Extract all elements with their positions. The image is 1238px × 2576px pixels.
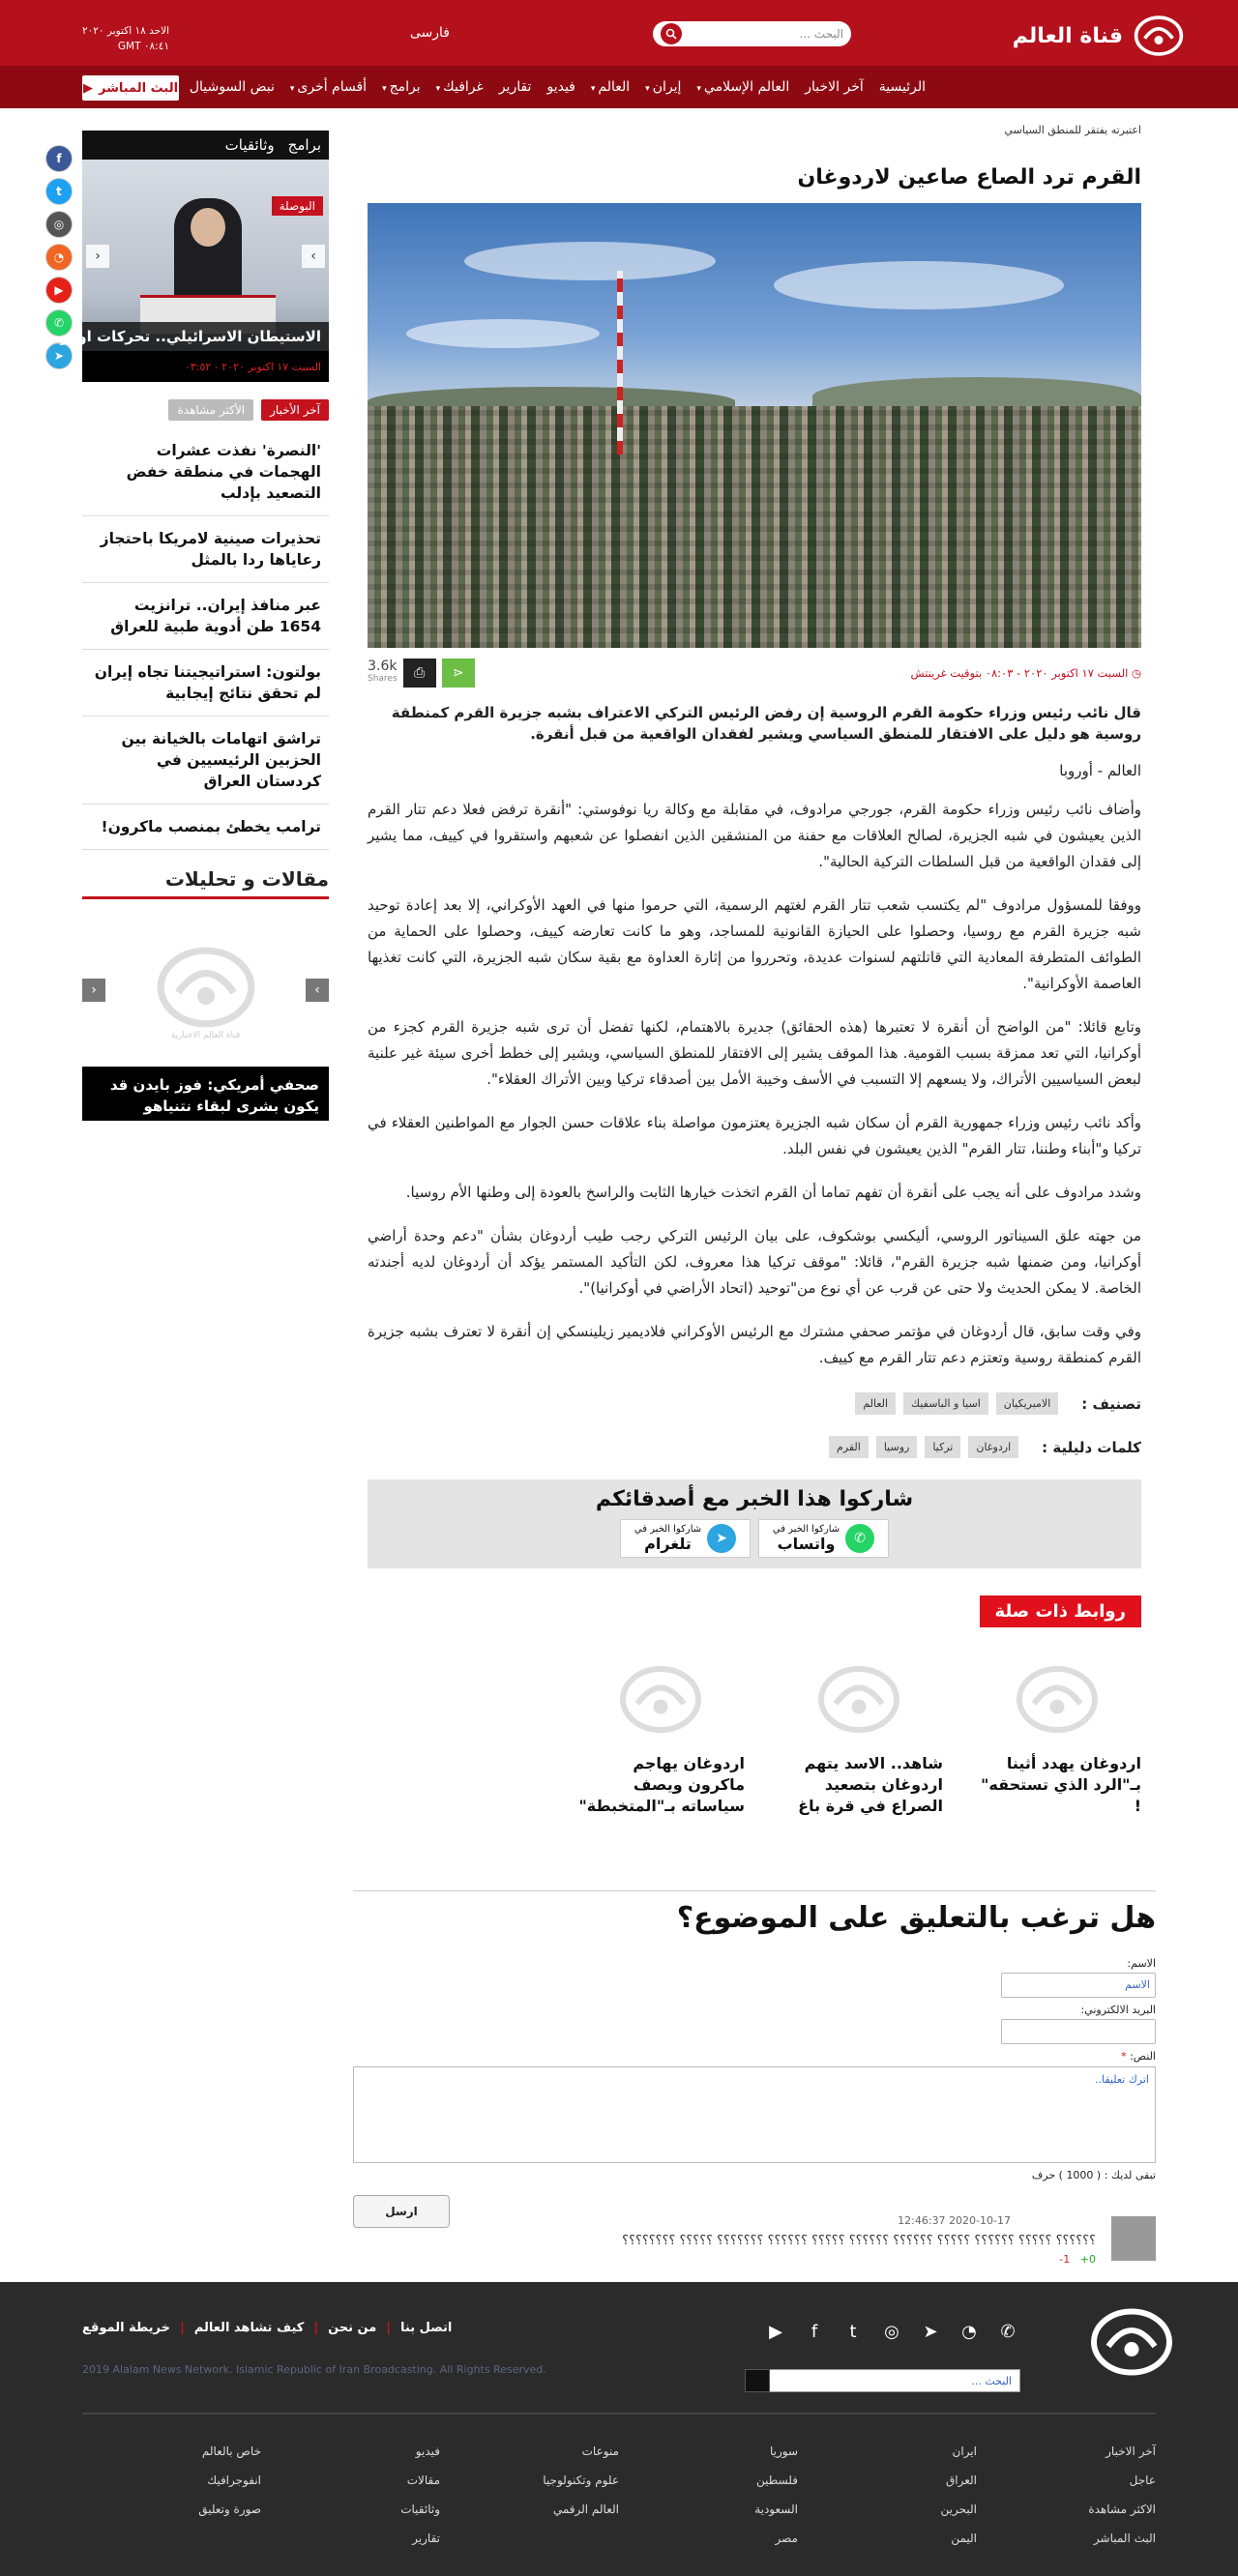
footer-link-separator: | — [386, 2321, 392, 2335]
divider — [353, 1890, 1156, 1891]
placeholder-logo-icon — [774, 1651, 943, 1747]
tv-tower — [617, 271, 623, 454]
article-paragraph: وأضاف نائب رئيس وزراء حكومة القرم، جورجي مرادوف، في مقابلة مع وكالة ريا نوفوستي: "أنقرة ترفض فعلا دعم تتار القرم الذين يعيشون في شبه الجزيرة، لصالح العلاقات مع حفنة من المنشقين الذين انفصلوا عن شعبهم واستقروا في كييف، مما يشير إلى فقدان الواقعية من قبل السلطات التركية الحالية". — [368, 801, 1141, 870]
date-text: الاحد ١٨ اكتوبر ٢٠٢٠ — [82, 25, 169, 37]
article-paragraph: وأكد نائب رئيس وزراء جمهورية القرم أن سكان شبه الجزيرة يعتزمون مواصلة بناء علاقات حسن الجوار مع المواطنين العقلاء في تركيا و"أبناء وطننا، تتار القرم" الذين يعيشون في نفس البلد. — [368, 1114, 1141, 1157]
article-paragraph: وشدد مرادوف على أنه يجب على أنقرة أن تفهم تماما أن القرم اتخذت خيارها الثابت والراسخ بالعودة إلى وطنها الأم روسيا. — [405, 1184, 1141, 1201]
footer-column-link[interactable]: الاكثر مشاهدة — [1088, 2503, 1156, 2516]
footer-column-link[interactable]: العراق — [945, 2474, 977, 2487]
nav-item[interactable]: العالم▾ — [590, 79, 631, 95]
share-box-title: شاركوا هذا الخبر مع أصدقائكم — [595, 1487, 914, 1511]
share-count — [368, 660, 398, 686]
footer-column-link[interactable]: علوم وتكنولوجيا — [543, 2474, 619, 2487]
related-link-caption: شاهد.. الاسد يتهم اردوغان بتصعيد الصراع في قرة باغ — [798, 1754, 943, 1815]
search-input[interactable]: البحث ... — [799, 27, 843, 41]
news-tabs — [82, 399, 329, 421]
footer-column-link[interactable]: فيديو — [415, 2444, 440, 2458]
whatsapp-icon[interactable]: ✆ — [45, 309, 73, 337]
nav-item[interactable]: إيران▾ — [645, 79, 682, 95]
nav-item[interactable]: أقسام أخرى▾ — [289, 79, 368, 95]
tags-row — [368, 1436, 1141, 1458]
rss-icon[interactable]: ◔ — [45, 244, 73, 271]
footer-column-link[interactable]: العالم الرقمي — [552, 2503, 619, 2516]
footer-column-link — [440, 2532, 619, 2545]
comment-textarea[interactable]: اترك تعليقا.. — [353, 2066, 1156, 2163]
share-small-text: شاركوا الخبر في — [634, 1524, 702, 1535]
nav-item[interactable]: برامج▾ — [382, 79, 421, 95]
footer-search-button[interactable] — [745, 2369, 770, 2392]
slider-prev-arrow-icon[interactable]: ‹ — [86, 245, 109, 268]
rss-icon[interactable]: ◔ — [961, 2321, 977, 2342]
placeholder-logo-icon — [575, 1651, 745, 1747]
article-meta — [368, 654, 1141, 692]
chevron-down-icon: ▾ — [645, 84, 650, 94]
placeholder-logo-icon — [138, 934, 274, 1050]
footer-divider — [82, 2413, 1156, 2415]
footer-links — [82, 2321, 452, 2335]
article-paragraph: وفي وقت سابق، قال أردوغان في مؤتمر صحفي مشترك مع الرئيس الأوكراني فلاديمير زيلينسكي إن أنقرة لا تعترف بشبه جزيرة القرم كمنطقة روسية وتعتزم دعم تتار القرم مع كييف. — [368, 1323, 1141, 1366]
category-label: تصنيف : — [1081, 1394, 1141, 1413]
header-search[interactable] — [653, 21, 851, 46]
nav-item[interactable]: نبض السوشيال — [189, 79, 275, 95]
chevron-down-icon: ▾ — [590, 84, 596, 94]
whatsapp-label: واتساب — [777, 1535, 836, 1553]
footer-column-link[interactable]: مصر — [775, 2532, 798, 2545]
tag-chip[interactable]: القرم — [829, 1436, 869, 1458]
telegram-icon[interactable]: ➤ — [923, 2321, 938, 2342]
footer — [0, 2282, 1238, 2576]
category-chips — [855, 1392, 1058, 1415]
nav-item[interactable]: تقارير — [498, 79, 532, 95]
comment-votes — [1059, 2253, 1096, 2266]
search-icon[interactable] — [661, 23, 682, 44]
slider-date: السبت ١٧ اكتوبر ٢٠٢٠ - ٠٣:٥٢ — [82, 351, 329, 382]
footer-column-link[interactable]: اليمن — [951, 2532, 977, 2545]
share-telegram-button[interactable] — [620, 1519, 751, 1558]
site-logo[interactable] — [1013, 14, 1185, 58]
telegram-icon[interactable]: ➤ — [45, 342, 73, 369]
telegram-label: تلغرام — [644, 1535, 692, 1553]
category-row — [368, 1392, 1141, 1415]
tab-most-viewed[interactable]: الأكثر مشاهدة — [168, 399, 253, 421]
footer-column-link — [82, 2532, 261, 2545]
articles-prev-arrow-icon[interactable]: ‹ — [82, 979, 105, 1002]
footer-link[interactable]: اتصل بنا — [400, 2321, 453, 2335]
comment-item — [353, 2214, 1156, 2269]
comment-time: 2020-10-17 12:46:37 — [898, 2214, 1011, 2227]
footer-link[interactable]: من نحن — [328, 2321, 377, 2335]
footer-link-separator: | — [180, 2321, 185, 2335]
nav-item[interactable]: الرئيسية — [878, 79, 926, 95]
footer-link[interactable]: خريطة الموقع — [82, 2321, 171, 2335]
twitter-icon[interactable]: t — [45, 178, 73, 205]
latest-news-list — [82, 428, 329, 850]
nav-list — [182, 66, 933, 108]
share-icon[interactable]: ⋖ — [442, 659, 475, 688]
instagram-icon[interactable]: ◎ — [45, 211, 73, 238]
program-badge: البوصلة — [272, 196, 323, 216]
related-links-title: روابط ذات صلة — [980, 1595, 1141, 1627]
footer-search-placeholder: البحث ... — [971, 2375, 1012, 2387]
vote-up[interactable]: 0+ — [1079, 2253, 1096, 2266]
programs-slider[interactable] — [40, 160, 329, 382]
article-paragraph: وتابع قائلا: "من الواضح أن أنقرة لا تعتبرها (هذه الحقائق) جديرة بالاهتمام، لكنها تفضل أن ترى شبه جزيرة القرم كجزء من أوكرانيا، التي تعد ممزقة بسبب القومية. هذا الموقف يشير إلى الافتقار للمنطق السياسي، ويشير إلى خطط أخرى سيئة غير علنية لبعض السياسيين الأتراك، ولا يسعهم إلا التسبب في الأسف وخيبة الأمل بين أصدقاء تركيا وبين الأتراك العقلاء". — [368, 1018, 1141, 1088]
email-label: البريد الالكتروني: — [1080, 2004, 1156, 2016]
comment-form — [353, 1951, 1156, 2218]
articles-section-title: مقالات و تحليلات — [82, 867, 329, 899]
instagram-icon[interactable]: ◎ — [884, 2321, 899, 2342]
news-list-item[interactable]: تحذيرات صينية لامريكا باحتجاز رعاياها ردا بالمثل — [82, 516, 329, 583]
name-label: الاسم: — [1127, 1957, 1156, 1970]
footer-column-link[interactable]: البث المباشر — [1093, 2532, 1156, 2545]
related-link-item[interactable] — [575, 1651, 745, 1817]
footer-column-link[interactable]: صورة وتعليق — [198, 2503, 261, 2516]
youtube-icon[interactable]: ▶ — [769, 2321, 782, 2342]
whatsapp-icon[interactable]: ✆ — [1000, 2321, 1016, 2342]
news-list-item[interactable]: بولتون: استراتيجيتنا تجاه إيران لم تحقق نتائج إيجابية — [82, 650, 329, 717]
facebook-icon[interactable]: f — [45, 145, 73, 172]
article-slider-caption[interactable]: صحفي أمريكي: فوز بايدن قد يكون بشرى لبقاء نتنياهو السياسي — [82, 1067, 329, 1121]
category-chip[interactable]: العالم — [855, 1392, 896, 1415]
time-text: ٠٨:٤١ GMT — [117, 41, 169, 52]
publish-date — [910, 666, 1141, 680]
print-icon[interactable]: ⎙ — [403, 659, 436, 688]
news-list-item[interactable]: عبر منافذ إيران.. ترانزيت 1654 طن أدوية طبية للعراق — [82, 583, 329, 650]
chevron-down-icon: ▾ — [435, 84, 441, 94]
youtube-icon[interactable]: ▶ — [45, 277, 73, 304]
news-list-item[interactable]: ترامب يخطئ بمنصب ماكرون! — [82, 805, 329, 850]
category-chip[interactable]: اسيا و الباسفيك — [903, 1392, 988, 1415]
avatar — [1111, 2216, 1156, 2261]
related-link-item[interactable] — [972, 1651, 1141, 1817]
article-lead: قال نائب رئيس وزراء حكومة القرم الروسية إن رفض الرئيس التركي الاعتراف بشبه جزيرة القرم كمنطقة روسية هو دليل على الافتقار للمنطق السياسي ويشير لفقدان الواقعية من قبل أنقرة. — [391, 704, 1141, 743]
whatsapp-icon: ✆ — [845, 1524, 874, 1553]
footer-column-link[interactable]: السعودية — [754, 2503, 798, 2516]
category-chip[interactable]: الامبريكيان — [996, 1392, 1059, 1415]
tag-chip[interactable]: تركيا — [925, 1436, 960, 1458]
brand-name: قناة العالم — [1012, 23, 1123, 48]
share-box — [368, 1479, 1141, 1568]
footer-column-link[interactable]: انفوجرافيك — [207, 2474, 261, 2487]
programs-header — [82, 131, 329, 160]
comment-text: ؟؟؟؟؟؟ ؟؟؟؟؟ ؟؟؟؟؟؟ ؟؟؟؟؟ ؟؟؟؟؟؟ ؟؟؟؟؟؟ ؟؟؟؟؟ ؟؟؟؟؟؟ ؟؟؟؟؟؟؟ ؟؟؟؟؟ ؟؟؟؟؟؟؟؟ — [622, 2234, 1096, 2248]
placeholder-logo-icon — [972, 1651, 1141, 1747]
chevron-down-icon: ▾ — [382, 84, 387, 94]
footer-column-link[interactable]: عاجل — [1129, 2474, 1156, 2487]
footer-column-link[interactable]: سوريا — [769, 2444, 798, 2458]
play-icon: ▶ — [82, 80, 93, 96]
footer-column-link[interactable]: تقارير — [412, 2532, 440, 2545]
live-label: البث المباشر — [98, 80, 179, 96]
share-whatsapp-button[interactable] — [758, 1519, 889, 1558]
publish-date-text: السبت ١٧ اكتوبر ٢٠٢٠ - ٠٨:٠٣ بتوقيت غرينتش — [910, 666, 1129, 680]
chevron-down-icon: ▾ — [289, 84, 295, 94]
remaining-chars: تبقى لديك : ( 1000 ) حرف — [1031, 2169, 1156, 2181]
footer-column-link[interactable]: آخر الاخبار — [1105, 2444, 1156, 2458]
footer-column-link[interactable]: مقالات — [406, 2474, 440, 2487]
tag-chips — [829, 1436, 1018, 1458]
tag-chip[interactable]: روسيا — [876, 1436, 918, 1458]
clock-icon: ◷ — [1128, 666, 1141, 680]
nav-item[interactable]: آخر الاخبار — [805, 79, 864, 95]
comment-title: هل ترغب بالتعليق على الموضوع؟ — [676, 1901, 1156, 1935]
twitter-icon[interactable]: t — [849, 2321, 857, 2342]
related-link-caption: اردوغان يهدد أثينا بـ"الرد الذي تستحقه" ! — [981, 1754, 1141, 1815]
article-main — [368, 124, 1141, 1817]
footer-column-link[interactable]: خاص بالعالم — [201, 2444, 261, 2458]
news-list-item[interactable]: تراشق اتهامات بالخيانة بين الحزبين الرئيسيين في كردستان العراق — [82, 717, 329, 805]
tab-documentaries[interactable]: وثائقيات — [224, 136, 275, 154]
footer-column-link[interactable]: منوعات — [581, 2444, 619, 2458]
text-label-value: النص: — [1130, 2050, 1156, 2063]
nav-item[interactable]: العالم الإسلامي▾ — [696, 79, 790, 95]
articles-next-arrow-icon[interactable]: › — [306, 979, 329, 1002]
tab-programs[interactable]: برامج — [287, 136, 321, 154]
slider-image-face — [191, 208, 225, 247]
article-paragraph: ووفقا للمسؤول مرادوف "لم يكتسب شعب تتار القرم لغتهم الرسمية، التي حرموا منها في العهد الأوكراني، إلا بعد إعادة توحيد شبه جزيرة القرم مع روسيا، وحصلوا على الحيازة القانونية للمساجد، وهو ما كانت تعارضه كييف، وحصلوا على الحماية من الطوائف المتطرفة المعادية التي قاتلتهم لسنوات عديدة، وتحرروا من إثارة العداوة مع بقية سكان شبه الجزيرة، التي كانت تغذيها العاصمة الأوكرانية". — [368, 896, 1141, 992]
share-count-value: 3.6k — [368, 659, 398, 674]
footer-logo-icon[interactable] — [1088, 2303, 1175, 2381]
article-hero-image — [368, 203, 1141, 648]
article-paragraph: من جهته علق السيناتور الروسي، أليكسي بوشكوف، على بيان الرئيس التركي رجب طيب أردوغان بشأن "دعم وحدة أراضي أوكرانيا، ومن ضمنها شبه جزيرة القرم"، قائلا: "موقف تركيا هذا معروف، لكن التأكيد المستمر يؤكد أن أردوغان لديه أجندته الخاصة. لا يمكن الحديث ولا حتى عن قرب عن أي نوع من"توحيد (اتحاد الأراضي في أوكرانيا)". — [368, 1227, 1141, 1297]
telegram-icon: ➤ — [707, 1524, 736, 1553]
name-input[interactable]: الاسم — [1001, 1973, 1156, 1998]
related-link-item[interactable] — [774, 1651, 943, 1817]
share-mini-tools — [368, 659, 475, 688]
send-comment-button[interactable]: ارسل — [353, 2195, 450, 2228]
vote-down[interactable]: 1- — [1059, 2253, 1071, 2266]
related-links — [368, 1651, 1141, 1817]
footer-link[interactable]: كيف تشاهد العالم — [193, 2321, 305, 2335]
alalam-logo-icon — [1133, 14, 1185, 58]
footer-columns — [82, 2444, 1156, 2545]
main-nav — [0, 66, 1238, 108]
footer-column-link[interactable]: فلسطين — [755, 2474, 798, 2487]
footer-column-link[interactable]: البحرين — [940, 2503, 977, 2516]
footer-column-link[interactable]: ايران — [952, 2444, 977, 2458]
nav-item[interactable]: فيديو — [546, 79, 575, 95]
articles-slider[interactable] — [82, 917, 329, 1067]
chevron-down-icon: ▾ — [696, 84, 701, 94]
live-broadcast-button[interactable] — [82, 75, 179, 101]
nav-item[interactable]: غرافيك▾ — [435, 79, 484, 95]
footer-social-icons — [763, 2319, 1020, 2344]
top-header — [0, 0, 1238, 66]
article-section[interactable]: العالم - أوروبا — [1059, 762, 1141, 779]
related-link-caption: اردوغان يهاجم ماكرون ويصف سياساته بـ"المتخبطة" — [578, 1754, 745, 1815]
news-list-item[interactable]: 'النصرة' نفذت عشرات الهجمات في منطقة خفض التصعيد بإدلب — [82, 428, 329, 516]
tag-chip[interactable]: اردوغان — [968, 1436, 1018, 1458]
article-title: القرم ترد الصاع صاعين لاردوغان — [797, 165, 1141, 190]
article-body — [368, 797, 1141, 1371]
tab-latest-news[interactable]: آخر الأخبار — [261, 399, 329, 421]
text-label: النص: * — [1121, 2050, 1156, 2063]
footer-search-input[interactable] — [769, 2369, 1020, 2392]
left-sidebar — [40, 131, 329, 1136]
share-small-text: شاركوا الخبر في — [772, 1524, 840, 1535]
tags-label: كلمات دليلية : — [1042, 1438, 1141, 1456]
share-count-label: Shares — [368, 674, 398, 684]
slider-next-arrow-icon[interactable]: › — [302, 245, 325, 268]
article-kicker: اعتبرته يفتقر للمنطق السياسي — [1004, 124, 1141, 136]
language-link-farsi[interactable]: فارسی — [409, 25, 450, 41]
placeholder-logo-text: قناة العالم الاخبارية — [170, 1030, 241, 1040]
footer-link-separator: | — [313, 2321, 319, 2335]
footer-column-link[interactable]: وثائقيات — [400, 2503, 440, 2516]
header-date — [82, 23, 169, 54]
slider-caption[interactable]: الاستيطان الاسرائيلي.. تحركات اوروبية — [82, 322, 329, 351]
email-input[interactable] — [1001, 2019, 1156, 2044]
facebook-icon[interactable]: f — [811, 2321, 818, 2342]
copyright: 2019 Alalam News Network. Islamic Republic of Iran Broadcasting. All Rights Reserved. — [82, 2363, 546, 2376]
